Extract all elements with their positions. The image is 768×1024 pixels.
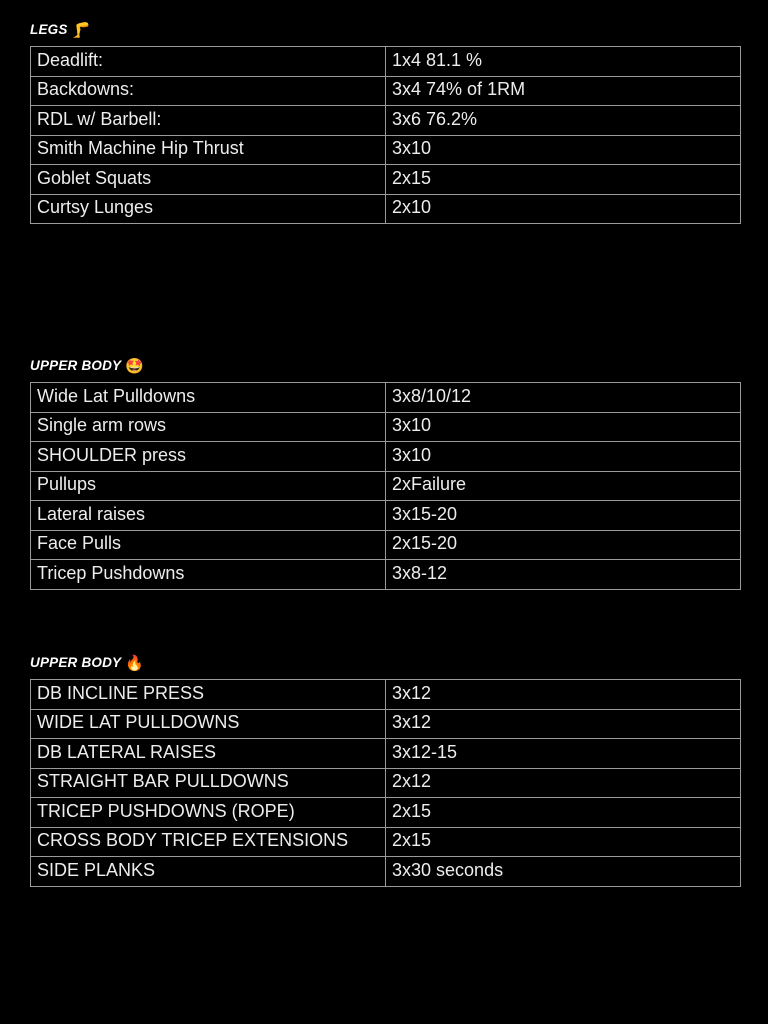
sets-cell[interactable]: 3x15-20 bbox=[386, 501, 741, 531]
section-title: UPPER BODY bbox=[30, 358, 122, 373]
sets-cell[interactable]: 3x10 bbox=[386, 412, 741, 442]
exercise-cell[interactable]: Lateral raises bbox=[31, 501, 386, 531]
table-row bbox=[31, 165, 741, 195]
table-row bbox=[31, 106, 741, 136]
exercise-cell[interactable]: TRICEP PUSHDOWNS (ROPE) bbox=[31, 798, 386, 828]
table-row bbox=[31, 383, 741, 413]
section-upper-body-1 bbox=[30, 358, 740, 590]
sets-cell[interactable]: 3x12 bbox=[386, 709, 741, 739]
section-title: UPPER BODY bbox=[30, 655, 122, 670]
exercise-cell[interactable]: STRAIGHT BAR PULLDOWNS bbox=[31, 768, 386, 798]
leg-emoji-icon: 🦵 bbox=[71, 22, 91, 39]
sets-cell[interactable]: 3x30 seconds bbox=[386, 857, 741, 887]
sets-cell[interactable]: 3x10 bbox=[386, 442, 741, 472]
exercise-cell[interactable]: Curtsy Lunges bbox=[31, 194, 386, 224]
workout-table-upper-body-1 bbox=[30, 382, 741, 590]
sets-cell[interactable]: 3x6 76.2% bbox=[386, 106, 741, 136]
exercise-cell[interactable]: Pullups bbox=[31, 471, 386, 501]
sets-cell[interactable]: 3x12-15 bbox=[386, 739, 741, 769]
sets-cell[interactable]: 2x15 bbox=[386, 165, 741, 195]
sets-cell[interactable]: 3x8/10/12 bbox=[386, 383, 741, 413]
sets-cell[interactable]: 2x15 bbox=[386, 798, 741, 828]
table-row bbox=[31, 194, 741, 224]
sets-cell[interactable]: 3x4 74% of 1RM bbox=[386, 76, 741, 106]
exercise-cell[interactable]: Deadlift: bbox=[31, 47, 386, 77]
section-heading bbox=[30, 655, 740, 671]
section-legs bbox=[30, 22, 740, 224]
workout-table-upper-body-2 bbox=[30, 679, 741, 887]
section-heading bbox=[30, 22, 740, 38]
table-row bbox=[31, 857, 741, 887]
sets-cell[interactable]: 2x15 bbox=[386, 827, 741, 857]
table-row bbox=[31, 76, 741, 106]
table-row bbox=[31, 135, 741, 165]
sets-cell[interactable]: 3x8-12 bbox=[386, 560, 741, 590]
exercise-cell[interactable]: Smith Machine Hip Thrust bbox=[31, 135, 386, 165]
workout-table-legs bbox=[30, 46, 741, 224]
sets-cell[interactable]: 3x10 bbox=[386, 135, 741, 165]
sets-cell[interactable]: 2x15-20 bbox=[386, 530, 741, 560]
table-row bbox=[31, 768, 741, 798]
exercise-cell[interactable]: DB LATERAL RAISES bbox=[31, 739, 386, 769]
section-upper-body-2 bbox=[30, 655, 740, 887]
table-row bbox=[31, 560, 741, 590]
table-row bbox=[31, 501, 741, 531]
exercise-cell[interactable]: Backdowns: bbox=[31, 76, 386, 106]
section-heading bbox=[30, 358, 740, 374]
exercise-cell[interactable]: DB INCLINE PRESS bbox=[31, 680, 386, 710]
exercise-cell[interactable]: SHOULDER press bbox=[31, 442, 386, 472]
exercise-cell[interactable]: Wide Lat Pulldowns bbox=[31, 383, 386, 413]
table-row bbox=[31, 442, 741, 472]
exercise-cell[interactable]: SIDE PLANKS bbox=[31, 857, 386, 887]
table-row bbox=[31, 47, 741, 77]
exercise-cell[interactable]: RDL w/ Barbell: bbox=[31, 106, 386, 136]
exercise-cell[interactable]: Single arm rows bbox=[31, 412, 386, 442]
sets-cell[interactable]: 3x12 bbox=[386, 680, 741, 710]
exercise-cell[interactable]: Face Pulls bbox=[31, 530, 386, 560]
table-row bbox=[31, 680, 741, 710]
exercise-cell[interactable]: Tricep Pushdowns bbox=[31, 560, 386, 590]
sets-cell[interactable]: 2xFailure bbox=[386, 471, 741, 501]
section-title: LEGS bbox=[30, 22, 68, 37]
fire-emoji-icon: 🔥 bbox=[125, 655, 145, 672]
sets-cell[interactable]: 1x4 81.1 % bbox=[386, 47, 741, 77]
exercise-cell[interactable]: WIDE LAT PULLDOWNS bbox=[31, 709, 386, 739]
sets-cell[interactable]: 2x10 bbox=[386, 194, 741, 224]
table-row bbox=[31, 530, 741, 560]
table-row bbox=[31, 827, 741, 857]
sets-cell[interactable]: 2x12 bbox=[386, 768, 741, 798]
table-row bbox=[31, 412, 741, 442]
table-row bbox=[31, 471, 741, 501]
table-row bbox=[31, 709, 741, 739]
star-struck-emoji-icon: 🤩 bbox=[125, 358, 145, 375]
table-row bbox=[31, 739, 741, 769]
table-row bbox=[31, 798, 741, 828]
exercise-cell[interactable]: Goblet Squats bbox=[31, 165, 386, 195]
exercise-cell[interactable]: CROSS BODY TRICEP EXTENSIONS bbox=[31, 827, 386, 857]
